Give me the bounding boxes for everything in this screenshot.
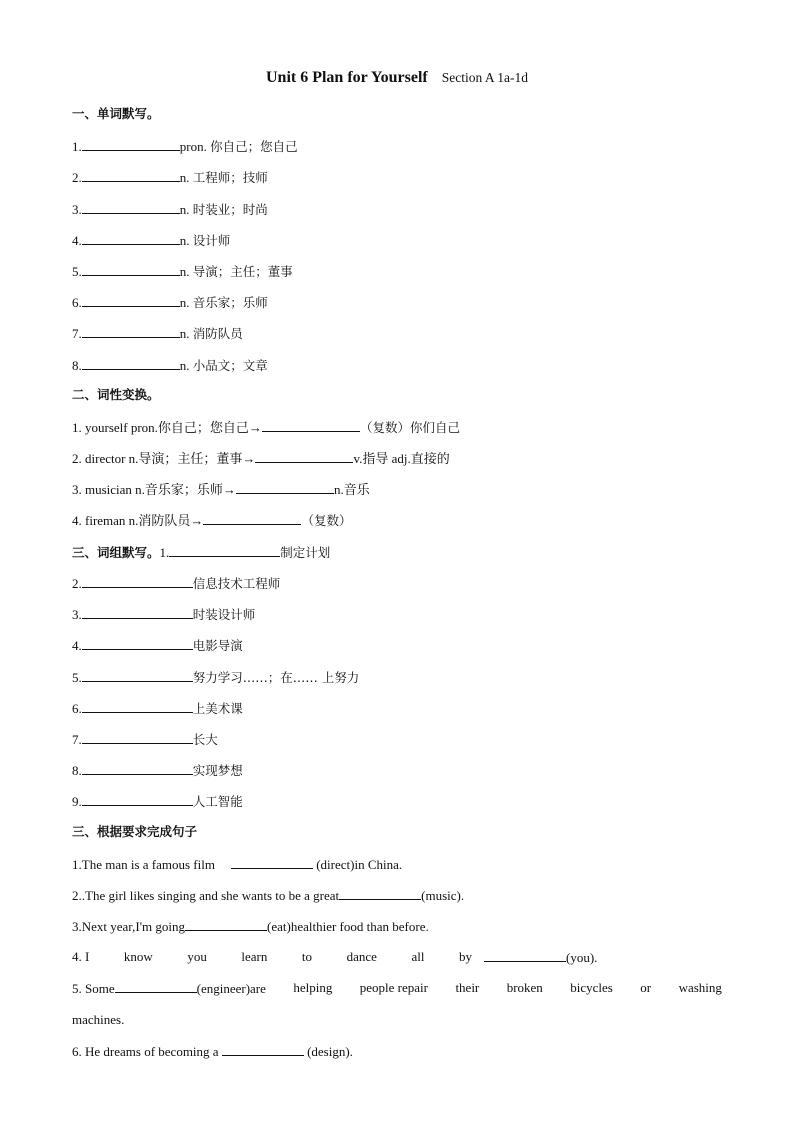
vocab-item: 1. pron. 你自己；您自己 bbox=[72, 139, 298, 154]
title-sub: Section A 1a-1d bbox=[441, 70, 529, 85]
vocab-item: 4. n. 设计师 bbox=[72, 233, 231, 248]
phrase-item: 8. 实现梦想 bbox=[72, 763, 243, 778]
phrase-item: 2. 信息技术工程师 bbox=[72, 576, 281, 591]
sentence-item: 1.The man is a famous film (direct)in China. bbox=[72, 857, 403, 872]
sentence-continuation: machines. bbox=[72, 1012, 125, 1027]
vocab-item: 6. n. 音乐家；乐师 bbox=[72, 295, 268, 310]
wordform-item: 1. yourself pron.你自己；您自己→ （复数）你们自己 bbox=[72, 420, 460, 435]
answer-blank[interactable] bbox=[82, 137, 180, 151]
answer-blank[interactable] bbox=[82, 761, 193, 775]
answer-blank[interactable] bbox=[82, 605, 193, 619]
phrase-item: 7. 长大 bbox=[72, 732, 218, 747]
sentence-item: 2..The girl likes singing and she wants to be a great (music). bbox=[72, 888, 465, 903]
answer-blank[interactable] bbox=[82, 699, 193, 713]
sentence-item: 4. I know you learn to dance all by (you). bbox=[72, 949, 598, 965]
section-heading-vocab: 一、单词默写。 bbox=[72, 106, 160, 121]
answer-blank[interactable] bbox=[82, 262, 180, 276]
vocab-item: 8. n. 小品文；文章 bbox=[72, 358, 268, 373]
vocab-item: 7. n. 消防队员 bbox=[72, 326, 243, 341]
section-heading-wordform: 二、词性变换。 bbox=[72, 387, 160, 402]
section-heading-phrases: 三、词组默写。 bbox=[72, 545, 160, 560]
answer-blank[interactable] bbox=[82, 792, 193, 806]
answer-blank[interactable] bbox=[231, 855, 313, 869]
answer-blank[interactable] bbox=[82, 231, 180, 245]
phrase-item: 6. 上美术课 bbox=[72, 701, 243, 716]
section-heading-sentences: 三、根据要求完成句子 bbox=[72, 824, 198, 839]
phrase-item: 4. 电影导演 bbox=[72, 638, 243, 653]
title-main: Unit 6 Plan for Yourself bbox=[265, 69, 428, 86]
answer-blank[interactable] bbox=[82, 636, 193, 650]
sentence-item: 6. He dreams of becoming a (design). bbox=[72, 1044, 353, 1059]
vocab-item: 5. n. 导演；主任；董事 bbox=[72, 264, 293, 279]
answer-blank[interactable] bbox=[82, 200, 180, 214]
sentence-item: 5. Some (engineer)are helping people repair their broken bicycles or washing bbox=[72, 980, 722, 996]
answer-blank[interactable] bbox=[203, 511, 301, 525]
phrase-item: 5. 努力学习……；在…… 上努力 bbox=[72, 670, 360, 685]
answer-blank[interactable] bbox=[82, 574, 193, 588]
answer-blank[interactable] bbox=[82, 730, 193, 744]
sentence-item: 3.Next year,I'm going (eat)healthier food than before. bbox=[72, 919, 429, 934]
vocab-item: 3. n. 时装业；时尚 bbox=[72, 202, 268, 217]
phrase-item: 3. 时装设计师 bbox=[72, 607, 256, 622]
page-title bbox=[0, 68, 794, 88]
answer-blank[interactable] bbox=[484, 948, 566, 962]
wordform-item: 3. musician n.音乐家；乐师→ n.音乐 bbox=[72, 482, 370, 497]
answer-blank[interactable] bbox=[82, 168, 180, 182]
answer-blank[interactable] bbox=[262, 418, 360, 432]
answer-blank[interactable] bbox=[82, 293, 180, 307]
phrase-item: 三、词组默写。1. 制定计划 bbox=[72, 545, 331, 560]
answer-blank[interactable] bbox=[82, 324, 180, 338]
answer-blank[interactable] bbox=[115, 979, 197, 993]
wordform-item: 2. director n.导演；主任；董事→ v.指导 adj.直接的 bbox=[72, 451, 450, 466]
answer-blank[interactable] bbox=[222, 1042, 304, 1056]
answer-blank[interactable] bbox=[82, 356, 180, 370]
wordform-item: 4. fireman n.消防队员→ （复数） bbox=[72, 513, 352, 528]
answer-blank[interactable] bbox=[82, 668, 193, 682]
phrase-item: 9. 人工智能 bbox=[72, 794, 243, 809]
answer-blank[interactable] bbox=[185, 917, 267, 931]
vocab-item: 2. n. 工程师；技师 bbox=[72, 170, 268, 185]
answer-blank[interactable] bbox=[236, 480, 334, 494]
answer-blank[interactable] bbox=[255, 449, 353, 463]
answer-blank[interactable] bbox=[169, 543, 280, 557]
answer-blank[interactable] bbox=[339, 886, 421, 900]
